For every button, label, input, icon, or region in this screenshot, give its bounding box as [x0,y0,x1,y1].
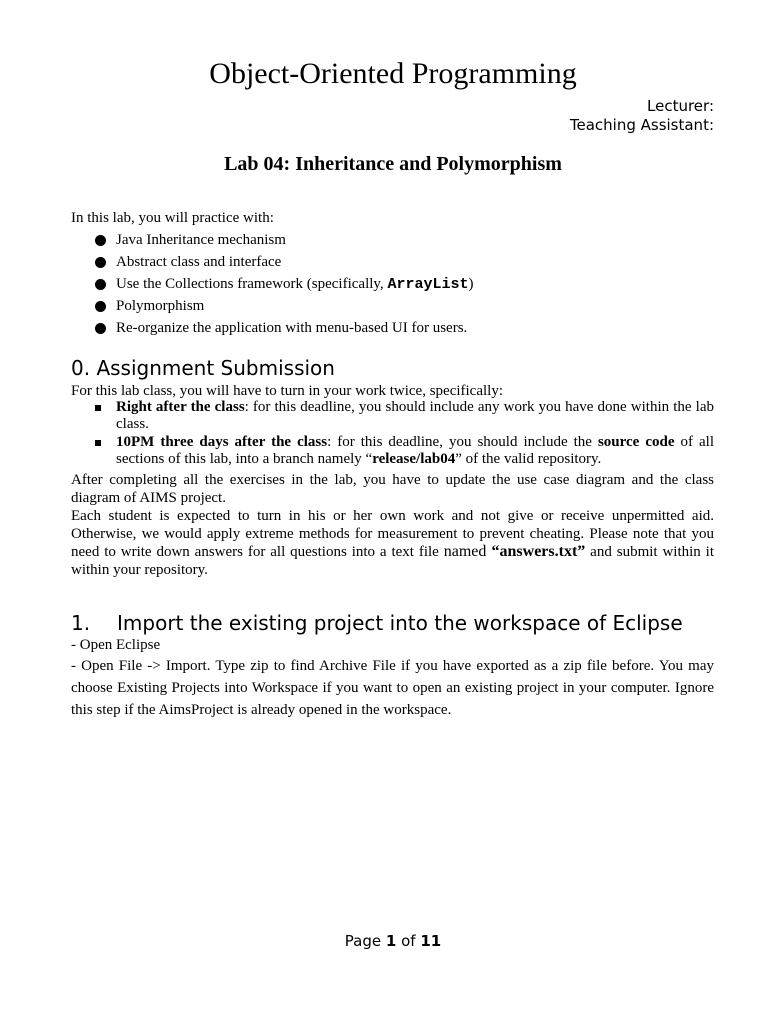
list-item-text: Polymorphism [116,298,205,314]
source-code-bold: source code [597,434,675,450]
square-bullet-icon [95,405,101,411]
intro-bullet-list [93,229,473,339]
submission-list-2 [71,434,714,468]
step-open-eclipse: - Open Eclipse [71,637,161,653]
list-item [71,434,714,468]
section-0-lead: For this lab class, you will have to turn in your work twice, specifically: [71,383,503,399]
deadline-2-text-c: ” of the valid repository. [455,451,602,467]
integrity-text-a: Each student is expected to turn in his or her own work and not give or receive unpermitted aid. Otherwise, we would apply extreme methods for measurement to prevent cheating. Please note that you need to write down answers for all questions into a text file [71,508,714,560]
page-footer [0,931,768,951]
branch-name-bold: release/lab04 [372,451,456,467]
page-word: Page [344,932,382,950]
deadline-2-text-b: of all sections of this lab, into a branch namely “ [116,434,714,467]
list-item [93,295,473,317]
list-item-text: Abstract class and interface [116,254,282,270]
document-title: Object-Oriented Programming [209,57,577,90]
integrity-text-b: and submit within it within your repository. [71,544,715,578]
list-item [71,399,714,433]
list-item [93,273,473,295]
deadline-1-bold: Right after the class [116,399,245,415]
lecturer-label: Lecturer: [647,97,714,115]
bullet-dot-icon [95,323,106,334]
named-word: named [443,543,487,560]
lab-title: Lab 04: Inheritance and Polymorphism [224,153,562,175]
list-item [93,229,473,251]
close-paren: ) [468,276,474,292]
section-0-heading: 0. Assignment Submission [71,356,335,380]
list-item-text: Use the Collections framework (specifically, [116,276,388,292]
deadline-2-bold: 10PM three days after the class [116,434,328,450]
deadline-1-text: : for this deadline, you should include any work you have done within the lab class. [116,399,714,432]
bullet-dot-icon [95,279,106,290]
list-item [93,251,473,273]
bullet-dot-icon [95,257,106,268]
list-item [93,317,473,339]
arraylist-code: ArrayList [387,276,469,293]
bullet-dot-icon [95,301,106,312]
list-item-text: Re-organize the application with menu-based UI for users. [116,320,468,336]
submission-list-1 [71,399,714,433]
of-word: of [401,932,416,950]
deadline-2-text-a: : for this deadline, you should include the [327,434,598,450]
answers-file-name: “answers.txt” [486,543,586,560]
current-page-number: 1 [385,932,397,950]
square-bullet-icon [95,440,101,446]
teaching-assistant-label: Teaching Assistant: [569,116,714,134]
intro-lead: In this lab, you will practice with: [71,210,274,226]
section-1-number: 1. [71,611,91,635]
section-1-heading [71,610,683,636]
list-item-text: Java Inheritance mechanism [116,232,286,248]
academic-integrity-paragraph [71,507,714,579]
total-pages-number: 11 [420,932,442,950]
step-open-file-import: - Open File -> Import. Type zip to find Archive File if you have exported as a zip file before. You may choose Existing Projects into Workspace if you want to open an existing project in your computer. Ignore this step if the AimsProject is already opened in the workspace. [71,658,714,718]
update-diagrams-paragraph: After completing all the exercises in the lab, you have to update the use case diagram and the class diagram of AIMS project. [71,472,714,506]
bullet-dot-icon [95,235,106,246]
section-1-title: Import the existing project into the workspace of Eclipse [117,611,683,635]
